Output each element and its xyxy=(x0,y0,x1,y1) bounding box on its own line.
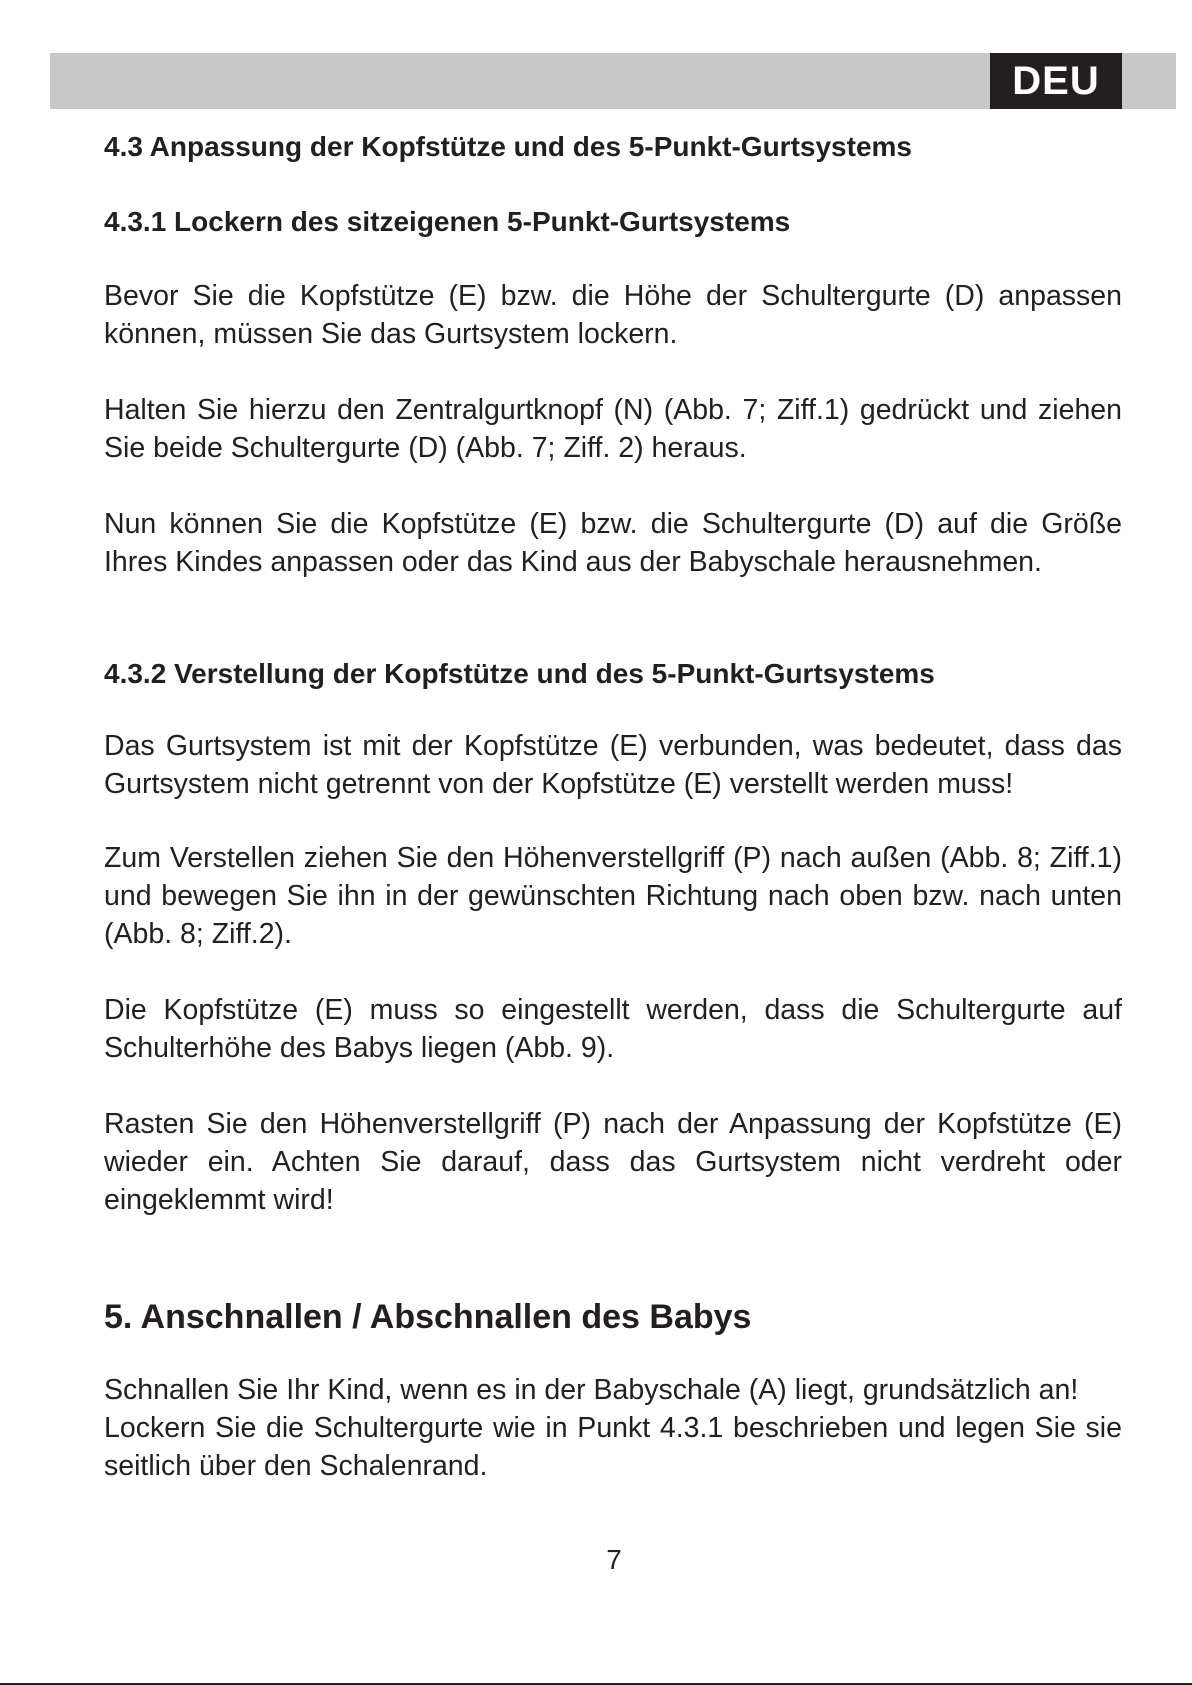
paragraph: Schnallen Sie Ihr Kind, wenn es in der Babyschale (A) liegt, grundsätzlich an! xyxy=(104,1374,1079,1406)
chapter-heading-5: 5. Anschnallen / Abschnallen des Babys xyxy=(104,1298,752,1336)
section-heading-4-3-1: 4.3.1 Lockern des sitzeigenen 5-Punkt-Gurtsystems xyxy=(104,206,791,237)
paragraph: Lockern Sie die Schultergurte wie in Punkt 4.3.1 beschrieben und legen Sie sie seitlich über den Schalenrand. xyxy=(104,1412,1122,1482)
paragraph: Halten Sie hierzu den Zentralgurtknopf (N) (Abb. 7; Ziff.1) gedrückt und ziehen Sie beide Schultergurte (D) (Abb. 7; Ziff. 2) heraus. xyxy=(104,394,1122,464)
paragraph: Die Kopfstütze (E) muss so eingestellt werden, dass die Schultergurte auf Schulterhöhe des Babys liegen (Abb. 9). xyxy=(104,994,1122,1064)
language-badge: DEU xyxy=(990,53,1122,109)
paragraph: Bevor Sie die Kopfstütze (E) bzw. die Höhe der Schultergurte (D) anpassen können, müssen Sie das Gurtsystem lockern. xyxy=(104,280,1122,350)
page-number: 7 xyxy=(606,1544,622,1575)
section-heading-4-3: 4.3 Anpassung der Kopfstütze und des 5-Punkt-Gurtsystems xyxy=(104,131,912,162)
paragraph: Nun können Sie die Kopfstütze (E) bzw. die Schultergurte (D) auf die Größe Ihres Kindes anpassen oder das Kind aus der Babyschale herausnehmen. xyxy=(104,508,1122,578)
section-heading-4-3-2: 4.3.2 Verstellung der Kopfstütze und des 5-Punkt-Gurtsystems xyxy=(104,658,935,689)
paragraph: Das Gurtsystem ist mit der Kopfstütze (E) verbunden, was bedeutet, dass das Gurtsystem nicht getrennt von der Kopfstütze (E) verstellt werden muss! xyxy=(104,730,1122,800)
paragraph: Rasten Sie den Höhenverstellgriff (P) nach der Anpassung der Kopfstütze (E) wieder ein. Achten Sie darauf, dass das Gurtsystem nicht verdreht oder eingeklemmt wird! xyxy=(104,1108,1122,1216)
page-content xyxy=(104,130,1122,1485)
paragraph: Zum Verstellen ziehen Sie den Höhenverstellgriff (P) nach außen (Abb. 8; Ziff.1) und bewegen Sie ihn in der gewünschten Richtung nach oben bzw. nach unten (Abb. 8; Ziff.2). xyxy=(104,842,1122,950)
